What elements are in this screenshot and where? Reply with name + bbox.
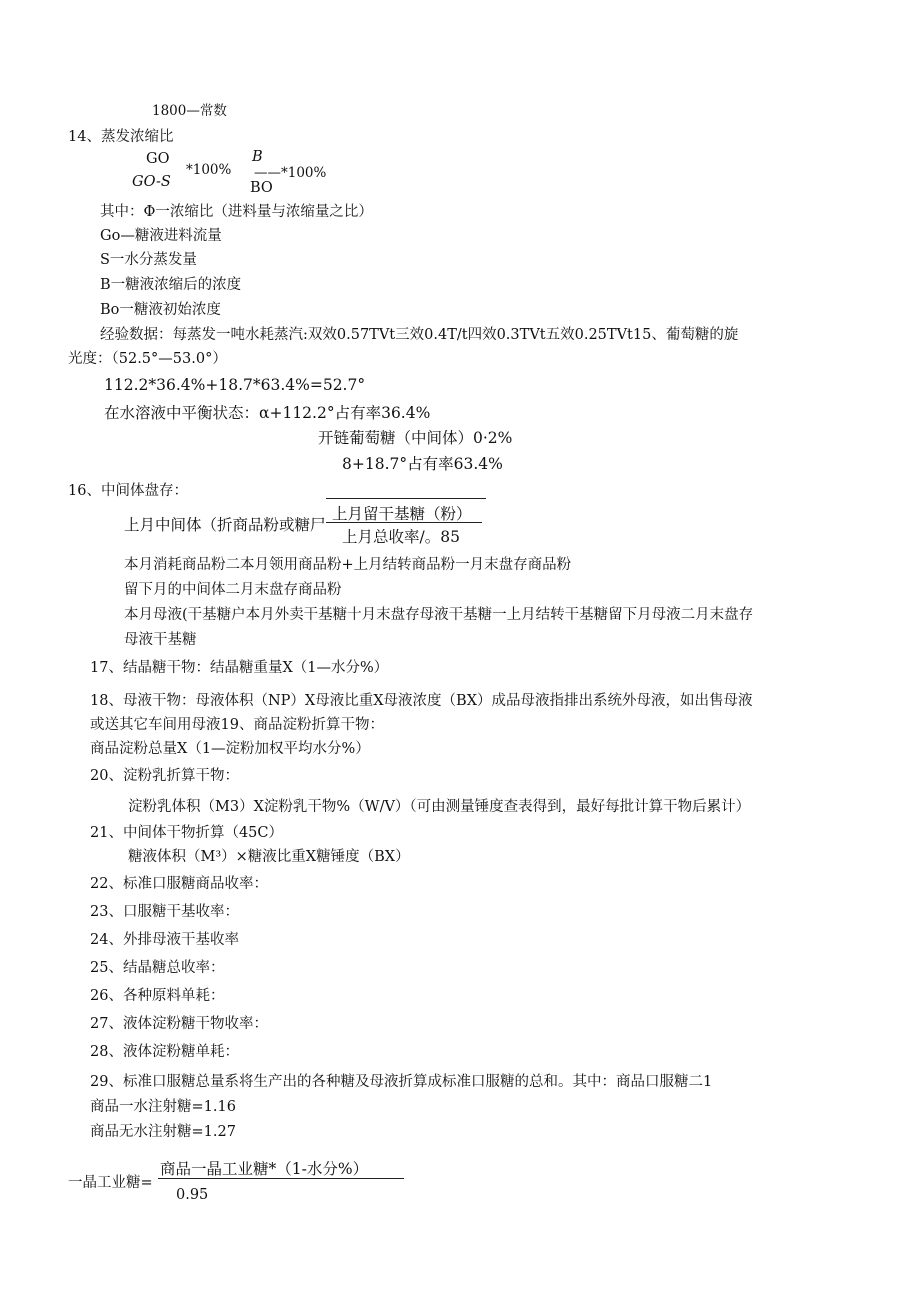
def-go: Go—糖液进料流量 [100, 228, 222, 244]
item-24: 24、外排母液干基收率 [90, 932, 239, 948]
item-21: 21、中间体干物折算（45C） [90, 825, 283, 841]
industrial-fraction-bar [158, 1178, 404, 1179]
def-bo: Bo一糖液初始浓度 [100, 302, 221, 318]
para-remain: 留下月的中间体二月末盘存商品粉 [124, 582, 342, 598]
formula-pct1: *100% [186, 162, 232, 178]
item-17: 17、结晶糖干物：结晶糖重量X（1—水分%） [90, 660, 389, 676]
item-18-cont: 或送其它车间用母液19、商品淀粉折算干物： [90, 717, 384, 733]
intermediate-denominator: 上月总收率/。85 [342, 528, 460, 546]
item-29: 29、标准口服糖总量系将生产出的各种糖及母液折算成标准口服糖的总和。其中：商品口服糖二1 [90, 1074, 713, 1090]
industrial-sugar-numerator: 商品一晶工业糖*（1-水分%） [160, 1160, 369, 1178]
item-19-formula: 商品淀粉总量X（1—淀粉加权平均水分%） [90, 741, 370, 757]
def-phi: 其中：Φ一浓缩比（进料量与浓缩量之比） [100, 204, 373, 220]
top-rule [326, 498, 486, 499]
item-18: 18、母液干物：母液体积（NP）X母液比重X母液浓度（BX）成品母液指排出系统外母液，如出售母液 [90, 693, 753, 709]
industrial-sugar-denominator: 0.95 [176, 1187, 209, 1203]
item-29-injection-anhydrous: 商品无水注射糖=1.27 [90, 1124, 236, 1140]
item-28: 28、液体淀粉糖单耗： [90, 1044, 239, 1060]
item-20-formula: 淀粉乳体积（M3）X淀粉乳干物%（W/V）（可由测量锤度查表得到，最好每批计算干物后累计） [128, 799, 751, 815]
fraction-bar [326, 522, 482, 523]
item-25: 25、结晶糖总收率： [90, 960, 225, 976]
intermediate-label: 上月中间体（折商品粉或糖尸 [124, 516, 326, 534]
item-22: 22、标准口服糖商品收率： [90, 876, 268, 892]
formula-go: GO [146, 151, 170, 167]
heading-14: 14、蒸发浓缩比 [68, 129, 174, 145]
item-26: 26、各种原料单耗： [90, 988, 225, 1004]
equilibrium-open-chain: 开链葡萄糖（中间体）0·2% [318, 429, 513, 447]
item-23: 23、口服糖干基收率： [90, 904, 239, 920]
experience-data: 经验数据：每蒸发一吨水耗蒸汽:双效0.57TVt三效0.4T/t四效0.3TVt五效0.25TVt15、葡萄糖的旋 [100, 327, 739, 343]
para-mother-liquor: 本月母液(干基糖户本月外卖干基糖十月末盘存母液干基糖一上月结转干基糖留下月母液二月末盘存 [124, 607, 754, 623]
item-20: 20、淀粉乳折算干物： [90, 768, 239, 784]
formula-b: B [252, 149, 263, 165]
formula-pct2: ——*100% [254, 165, 327, 181]
def-b: B一糖液浓缩后的浓度 [100, 277, 242, 293]
para-consume: 本月消耗商品粉二本月领用商品粉+上月结转商品粉一月末盘存商品粉 [124, 557, 572, 573]
formula-go-s: GO-S [132, 174, 171, 190]
industrial-sugar-label: 一晶工业糖= [68, 1175, 153, 1191]
heading-16: 16、中间体盘存： [68, 483, 188, 499]
equilibrium-beta: 8+18.7°占有率63.4% [342, 455, 503, 473]
item-29-injection-mono: 商品一水注射糖=1.16 [90, 1099, 236, 1115]
def-s: S一水分蒸发量 [100, 252, 197, 268]
rotation-range: 光度：（52.5°—53.0°） [68, 351, 227, 367]
equilibrium-alpha: 在水溶液中平衡状态：α+112.2°占有率36.4% [104, 404, 431, 422]
rotation-calc: 112.2*36.4%+18.7*63.4%=52.7° [104, 376, 366, 394]
formula-bo: BO [250, 180, 273, 196]
constant-line: 1800—常数 [152, 103, 227, 119]
item-21-formula: 糖液体积（M³）×糖液比重X糖锤度（BX） [128, 849, 410, 865]
para-mother-liquor-cont: 母液干基糖 [124, 632, 197, 648]
item-27: 27、液体淀粉糖干物收率： [90, 1016, 268, 1032]
intermediate-numerator: 上月留干基糖（粉） [332, 505, 472, 523]
